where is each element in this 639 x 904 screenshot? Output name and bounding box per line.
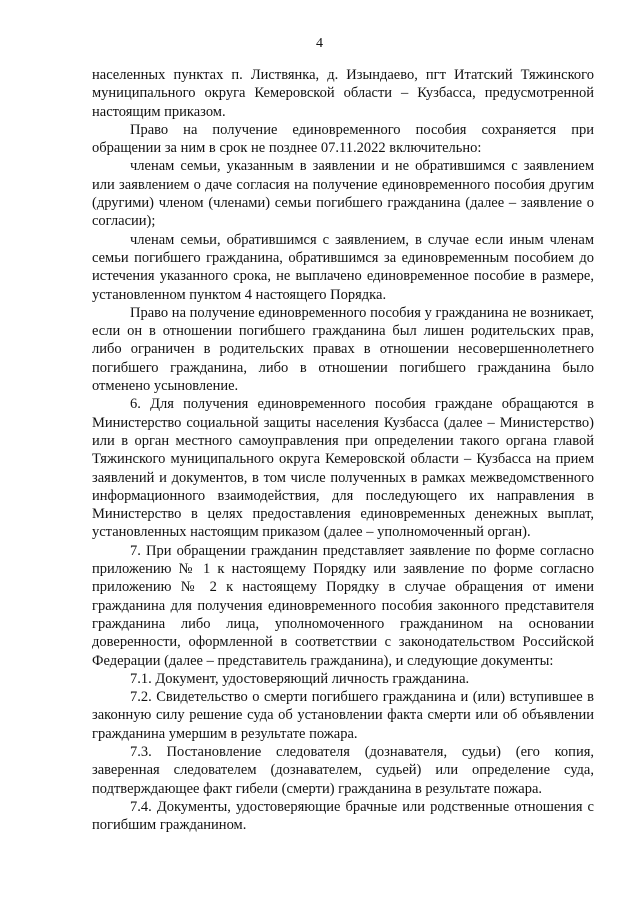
paragraph-item-7-4: 7.4. Документы, удостоверяющие брачные или родственные отношения с погибшим гражданином. [92, 798, 594, 834]
paragraph-item-7-3: 7.3. Постановление следователя (дознавателя, судьи) (его копия, заверенная следователем (дознавателем, судьей) или определение суда, подтверждающее факт гибели (смерти) гражданина в результате пожара. [92, 743, 594, 797]
paragraph-family-applied: членам семьи, обратившимся с заявлением, в случае если иным членам семьи погибшего гражданина, обратившимся за единовременным пособием до истечения указанного срока, не выплачено единовременное пособие в размере, установленном пунктом 4 настоящего Порядка. [92, 231, 594, 303]
paragraph-settlements-continuation: населенных пунктах п. Листвянка, д. Изындаево, пгт Итатский Тяжинского муниципального округа Кемеровской области – Кузбасса, предусмотренной настоящим приказом. [92, 67, 594, 120]
paragraph-family-not-applied: членам семьи, указанным в заявлении и не обратившимся с заявлением или заявлением о даче согласия на получение единовременного пособия другим (другими) членом (членами) семьи погибшего гражданина (далее – заявление о согласии); [92, 158, 594, 230]
page-number: 4 [316, 36, 323, 51]
paragraph-item-6: 6. Для получения единовременного пособия граждане обращаются в Министерство социальной защиты населения Кузбасса (далее – Министерство) или в орган местного самоуправления при определении такого органа главой Тяжинского муниципального округа Кемеровской области – Кузбасса на прием заявлений и документов, в том числе полученных в рамках межведомственного информационного взаимодействия, для последующего их направления в Министерство в целях предоставления единовременных денежных выплат, установленных настоящим приказом (далее – уполномоченный орган). [92, 396, 594, 541]
paragraph-item-7-2: 7.2. Свидетельство о смерти погибшего гражданина и (или) вступившее в законную силу решение суда об установлении факта смерти или об объявлении гражданина умершим в результате пожара. [92, 689, 594, 742]
document-body [92, 66, 594, 834]
paragraph-right-retained: Право на получение единовременного пособия сохраняется при обращении за ним в срок не позднее 07.11.2022 включительно: [92, 121, 594, 157]
paragraph-right-not-arising: Право на получение единовременного пособия у гражданина не возникает, если он в отношении погибшего гражданина был лишен родительских прав, либо ограничен в родительских правах в отношении несовершеннолетнего погибшего гражданина, либо в отношении погибшего гражданина было отменено усыновление. [92, 304, 594, 395]
paragraph-item-7: 7. При обращении гражданин представляет заявление по форме согласно приложению № 1 к настоящему Порядку или заявление по форме согласно приложению № 2 к настоящему Порядку в случае обращения от имени гражданина для получения единовременного пособия законного представителя гражданина либо лица, уполномоченного гражданином на основании доверенности, оформленной в соответствии с законодательством Российской Федерации (далее – представитель гражданина), и следующие документы: [92, 542, 594, 669]
paragraph-item-7-1: 7.1. Документ, удостоверяющий личность гражданина. [130, 670, 470, 687]
